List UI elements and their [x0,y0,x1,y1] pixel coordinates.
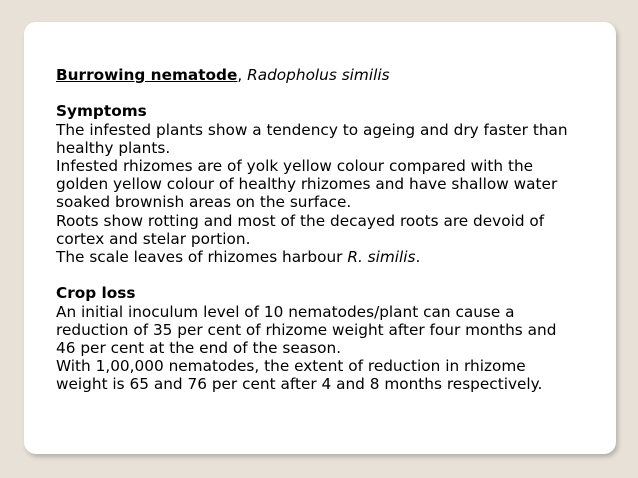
species-abbrev: R. similis [347,248,416,267]
symptoms-heading: Symptoms [56,102,147,121]
crop-loss-line: An initial inoculum level of 10 nematodes/plant can cause a [56,302,515,321]
symptoms-line [56,248,608,266]
symptoms-line: Roots show rotting and most of the decayed roots are devoid of [56,211,545,230]
symptoms-line: The infested plants show a tendency to ageing and dry faster than [56,120,568,139]
symptoms-line: soaked brownish areas on the surface. [56,193,352,212]
title-separator: , [237,66,248,84]
crop-loss-heading: Crop loss [56,284,136,303]
crop-loss-line: weight is 65 and 76 per cent after 4 and 8 months respectively. [56,375,543,394]
symptoms-line: Infested rhizomes are of yolk yellow colour compared with the [56,157,534,175]
symptoms-line: healthy plants. [56,138,171,157]
symptoms-line: cortex and stelar portion. [56,229,251,248]
symptoms-line: golden yellow colour of healthy rhizomes and have shallow water [56,175,558,194]
slide-card [24,22,616,454]
slide-content [56,66,608,394]
symptoms-text: The scale leaves of rhizomes harbour [56,248,348,267]
slide-title [56,66,608,84]
crop-loss-line: With 1,00,000 nematodes, the extent of reduction in rhizome [56,357,526,376]
spacer [56,266,608,284]
spacer [56,84,608,102]
symptoms-text: . [415,248,421,267]
pest-scientific-name: Radopholus similis [247,66,390,84]
pest-common-name: Burrowing nematode [56,66,238,84]
crop-loss-line: 46 per cent at the end of the season. [56,339,342,358]
crop-loss-line: reduction of 35 per cent of rhizome weight after four months and [56,320,557,339]
